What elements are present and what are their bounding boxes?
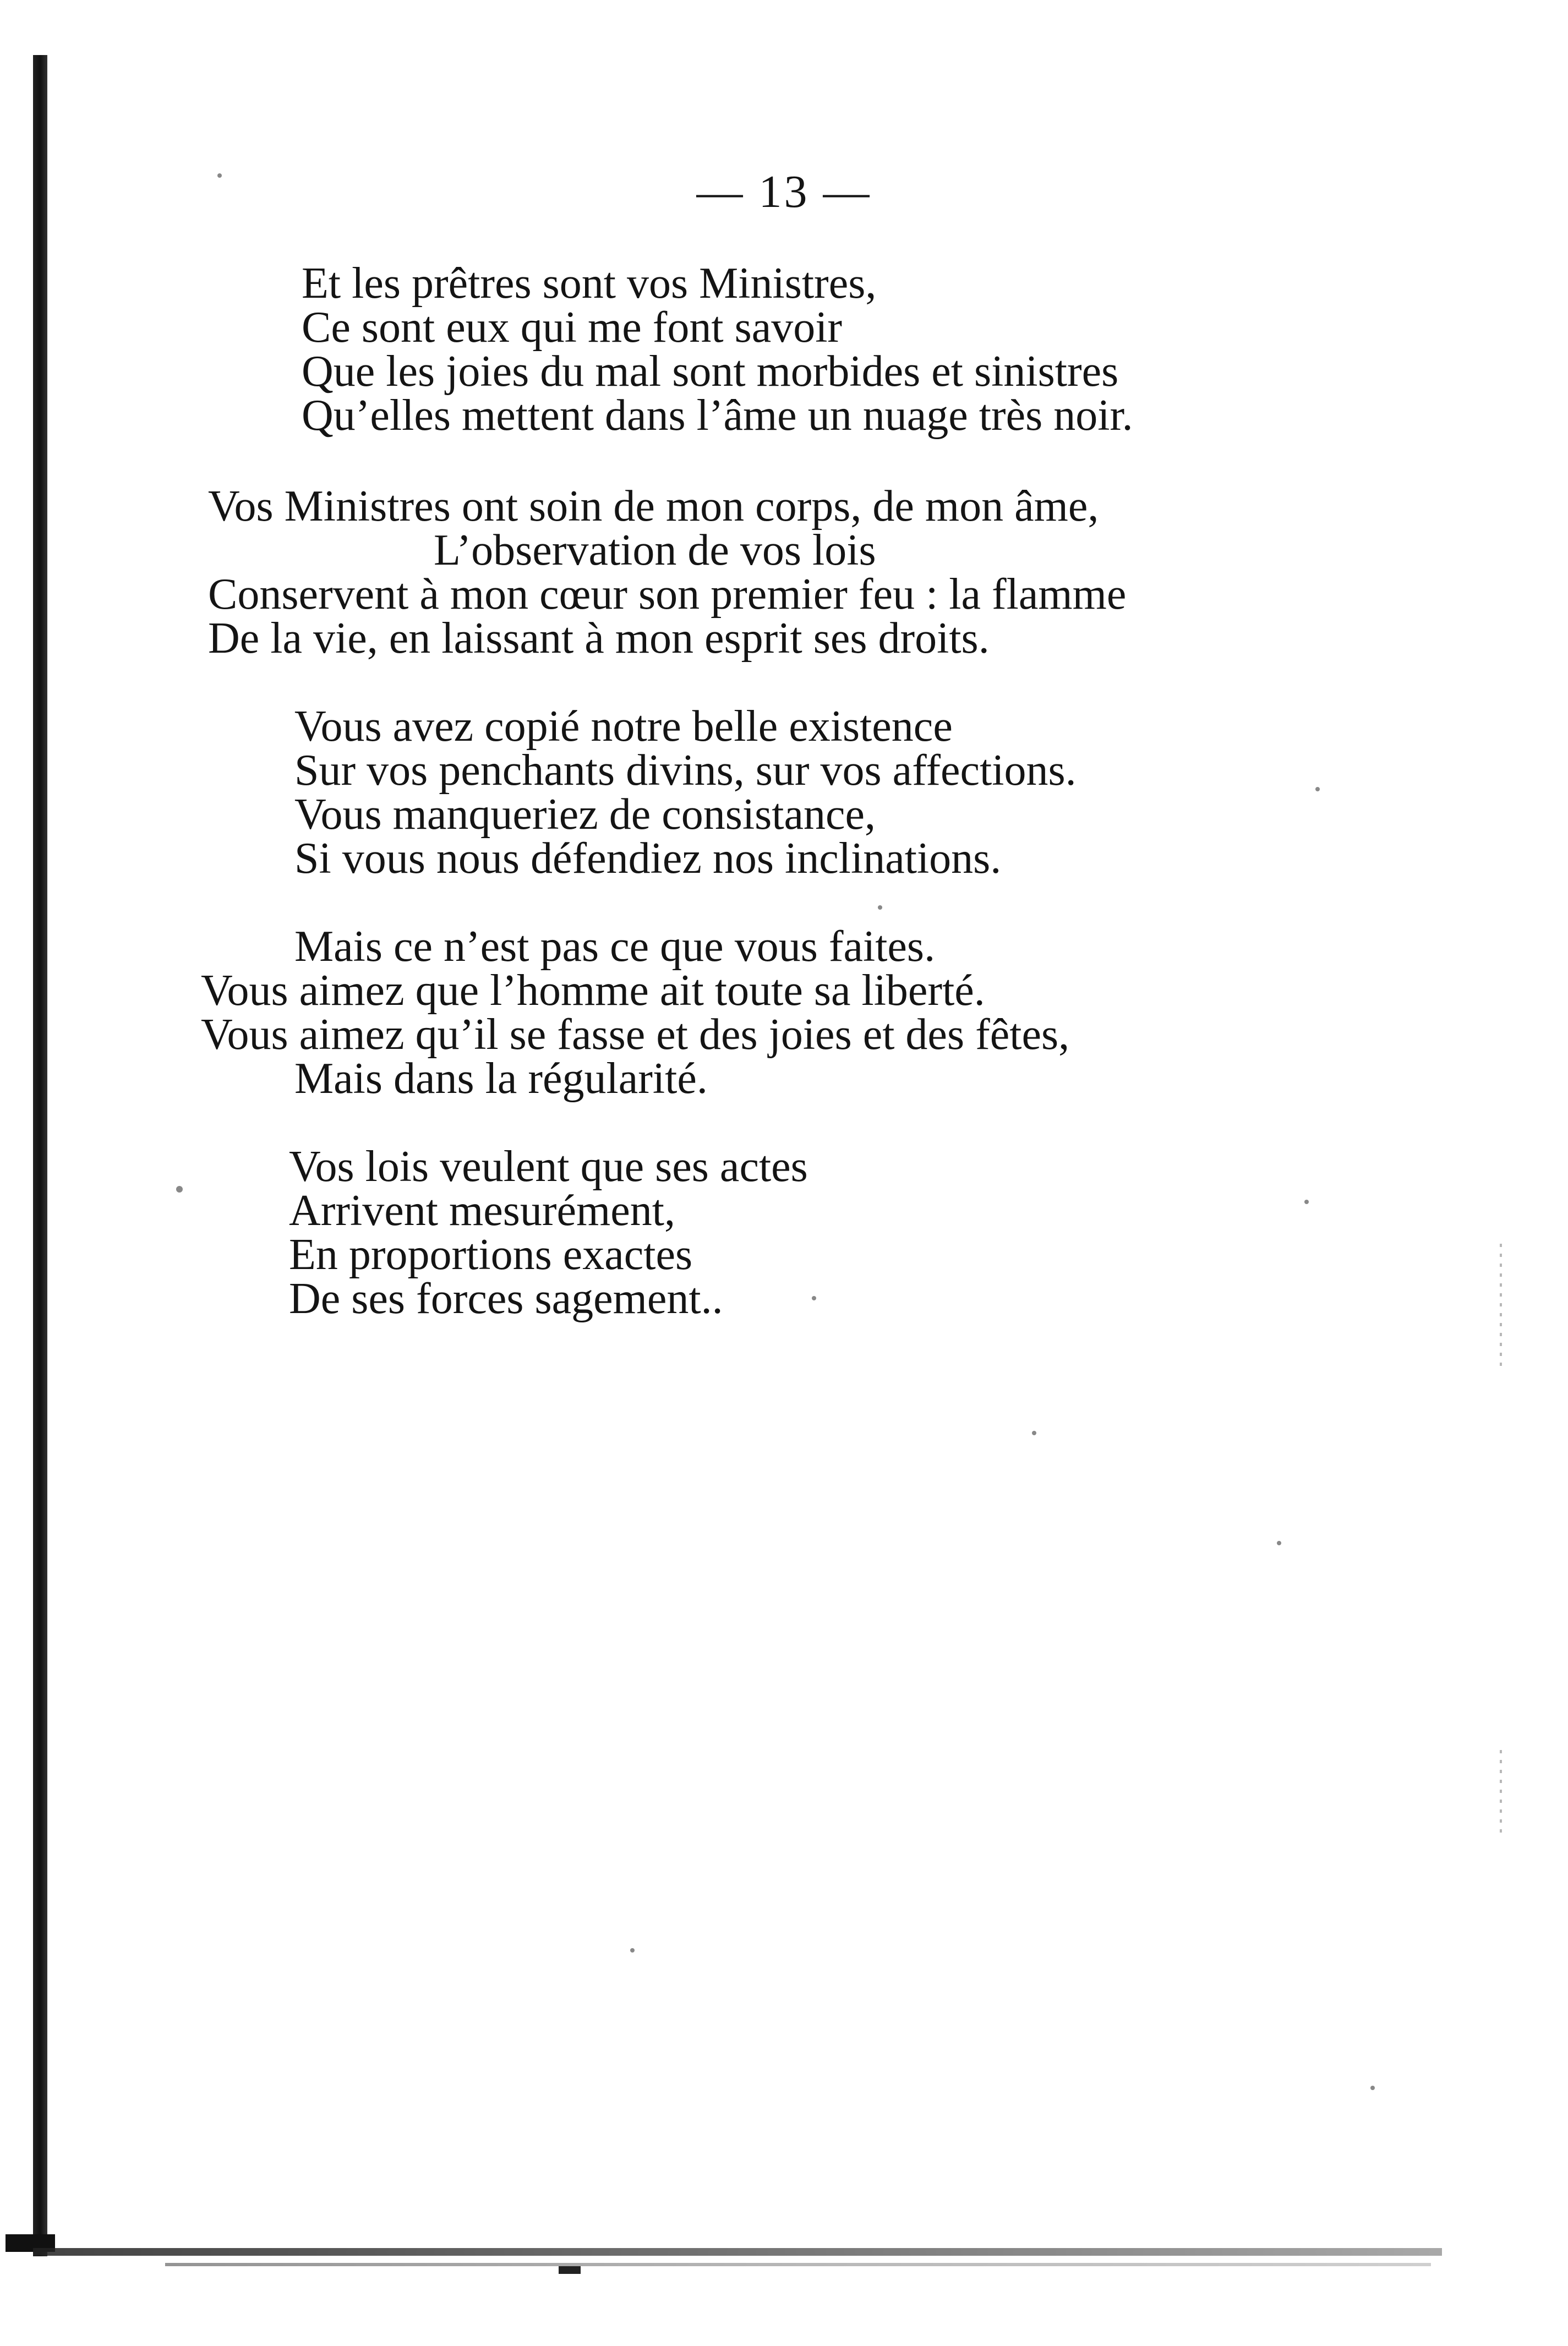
poem-line: Conservent à mon cœur son premier feu : la flamme	[208, 570, 1127, 619]
poem-line: Qu’elles mettent dans l’âme un nuage très noir.	[302, 391, 1133, 440]
poem-line: Vous avez copié notre belle existence	[294, 702, 953, 751]
speck	[1304, 1200, 1309, 1204]
speck	[878, 905, 882, 910]
poem-line: Vous manqueriez de consistance,	[294, 790, 876, 839]
binding-edge	[33, 55, 47, 2256]
poem-line: Mais dans la régularité.	[294, 1054, 708, 1103]
poem-line: Sur vos penchants divins, sur vos affections.	[294, 746, 1077, 795]
bottom-smudge-rule-secondary	[165, 2263, 1431, 2266]
speck	[1032, 1431, 1036, 1435]
poem-line: Et les prêtres sont vos Ministres,	[302, 259, 877, 308]
poem-line: De la vie, en laissant à mon esprit ses droits.	[208, 614, 990, 663]
poem-line: Vos lois veulent que ses actes	[289, 1142, 808, 1191]
right-edge-speckle	[1500, 1244, 1502, 1370]
page-number: — 13 —	[696, 166, 872, 217]
bottom-ink-mark	[559, 2266, 581, 2274]
speck	[1277, 1541, 1281, 1545]
poem-line: Vous aimez qu’il se fasse et des joies et des fêtes,	[201, 1010, 1070, 1059]
poem-line: Arrivent mesurément,	[289, 1186, 675, 1235]
speck	[1370, 2086, 1375, 2090]
poem-line: Mais ce n’est pas ce que vous faites.	[294, 922, 936, 971]
speck	[812, 1296, 816, 1300]
poem-line: En proportions exactes	[289, 1231, 693, 1279]
speck	[630, 1948, 635, 1953]
bottom-smudge-rule	[33, 2248, 1442, 2256]
speck	[1315, 787, 1320, 791]
poem-line: Si vous nous défendiez nos inclinations.	[294, 834, 1002, 883]
poem-line: De ses forces sagement..	[289, 1275, 723, 1323]
right-edge-speckle	[1500, 1750, 1502, 1838]
poem-line: Que les joies du mal sont morbides et sinistres	[302, 347, 1119, 396]
poem-line: Vous aimez que l’homme ait toute sa liberté.	[201, 966, 985, 1015]
poem-line: Ce sont eux qui me font savoir	[302, 303, 843, 352]
poem-line: L’observation de vos lois	[434, 526, 876, 575]
poem-line: Vos Ministres ont soin de mon corps, de mon âme,	[208, 482, 1099, 531]
speck	[176, 1186, 183, 1193]
